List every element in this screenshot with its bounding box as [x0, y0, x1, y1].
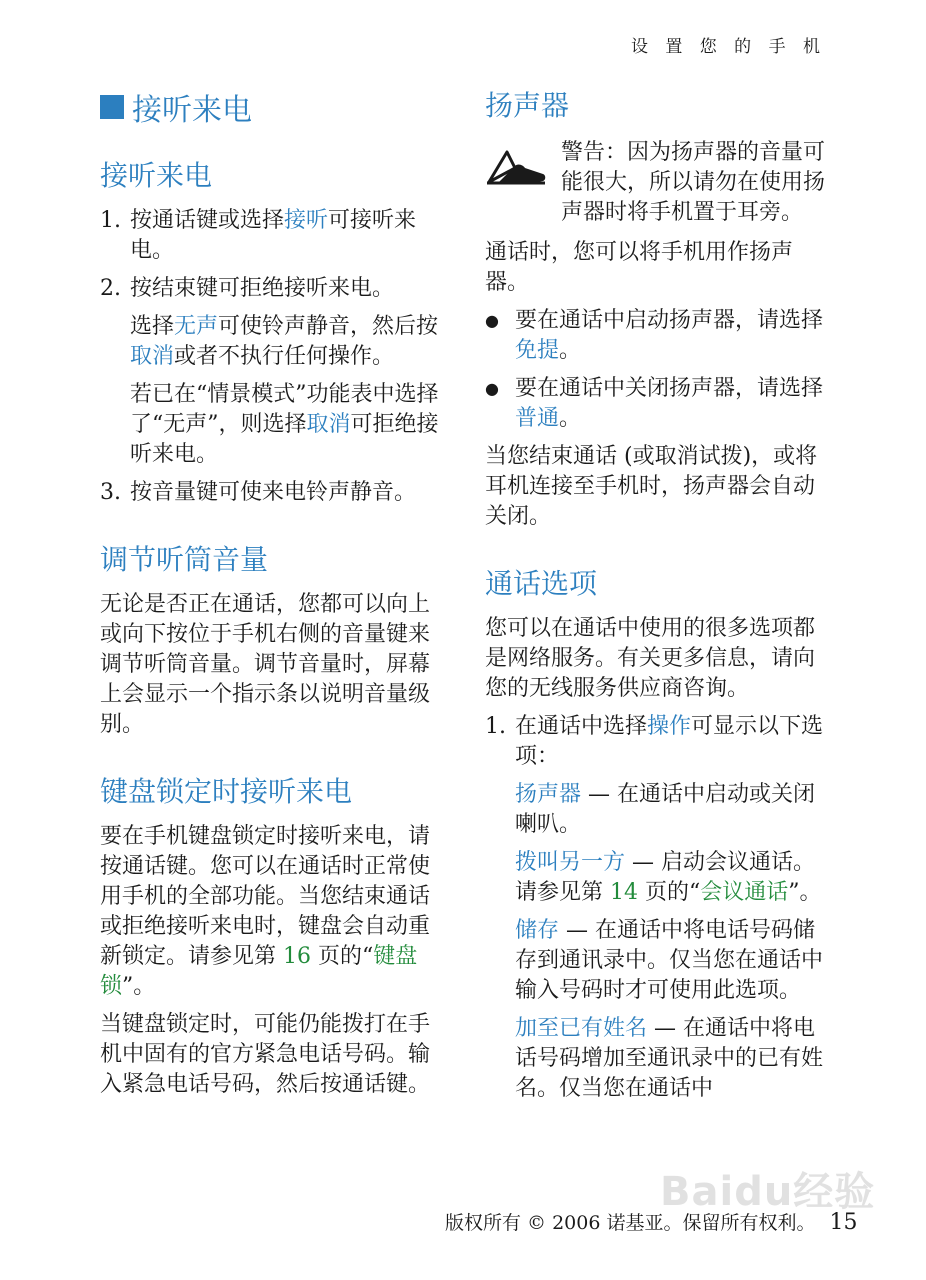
bullet-icon: ●: [485, 379, 499, 398]
section-title: 键盘锁定时接听来电: [100, 775, 353, 808]
softkey-cancel: 取消: [130, 344, 175, 369]
section-title: 接听来电: [100, 159, 213, 192]
paragraph: 当键盘锁定时，可能仍能拨打在手机中固有的官方紧急电话号码。输入紧急电话号码，然后按通话键。: [100, 1012, 431, 1097]
chapter-title-text: 接听来电: [132, 93, 252, 128]
right-column: [485, 88, 830, 1112]
list-item: 3. 按音量键可使来电铃声静音。: [100, 480, 417, 505]
section-title: 通话选项: [485, 567, 598, 600]
page-reference[interactable]: 14: [610, 880, 638, 905]
softkey-loudspeaker: 免提: [515, 338, 560, 363]
running-head: 设 置 您 的 手 机: [630, 37, 826, 57]
softkey-options: 操作: [647, 714, 692, 739]
chapter-title: [100, 88, 445, 126]
softkey-answer: 接听: [284, 208, 329, 233]
footer: [445, 1210, 858, 1236]
option-item: 拨叫另一方 — 启动会议通话。请参见第 14 页的“会议通话”。: [515, 850, 822, 905]
list-item: 1. 在通话中选择操作可显示以下选项：: [485, 714, 824, 769]
baidu-watermark: Baidu经验: [660, 1169, 876, 1215]
softkey-cancel: 取消: [306, 412, 351, 437]
paragraph: 无论是否正在通话，您都可以向上或向下按位于手机右侧的音量键来调节听筒音量。调节音量时，屏幕上会显示一个指示条以说明音量级别。: [100, 592, 431, 737]
softkey-normal: 普通: [515, 406, 560, 431]
bullet-item: ● 要在通话中启动扬声器，请选择免提。: [485, 306, 830, 366]
cross-reference-link[interactable]: 会议通话: [700, 880, 789, 905]
bullet-item: ● 要在通话中关闭扬声器，请选择普通。: [485, 374, 830, 434]
bullet-icon: ●: [485, 311, 499, 330]
copyright: 版权所有 © 2006 诺基亚。保留所有权利。: [445, 1212, 816, 1234]
warning-box: 警告：因为扬声器的音量可能很大，所以请勿在使用扬声器时将手机置于耳旁。: [485, 138, 830, 228]
square-bullet-icon: [100, 95, 124, 119]
option-name: 加至已有姓名: [515, 1016, 648, 1041]
section-title: 调节听筒音量: [100, 543, 269, 576]
list-paragraph: 选择无声可使铃声静音，然后按取消或者不执行任何操作。: [130, 314, 439, 369]
paragraph: 要在手机键盘锁定时接听来电，请按通话键。您可以在通话时正常使用手机的全部功能。当您结束通话或拒绝接听来电时，键盘会自动重新锁定。请参见第 16 页的“键盘锁”。: [100, 824, 431, 999]
paragraph: 您可以在通话中使用的很多选项都是网络服务。有关更多信息，请向您的无线服务供应商咨询。: [485, 616, 816, 701]
section-title: 扬声器: [485, 89, 570, 122]
warning-label: 警告：: [561, 140, 628, 165]
left-column: [100, 88, 445, 1108]
option-name: 扬声器: [515, 782, 582, 807]
option-name: 储存: [515, 918, 560, 943]
option-name: 拨叫另一方: [515, 850, 626, 875]
option-item: 储存 — 在通话中将电话号码储存到通讯录中。仅当您在通话中输入号码时才可使用此选项。: [515, 918, 824, 1003]
paragraph: 通话时，您可以将手机用作扬声器。: [485, 240, 794, 295]
page-number: 15: [829, 1210, 858, 1235]
list-paragraph: 若已在“情景模式”功能表中选择了“无声”，则选择取消可拒绝接听来电。: [130, 382, 439, 467]
cross-reference-link[interactable]: 键盘锁: [100, 944, 418, 999]
page-reference[interactable]: 16: [283, 944, 311, 969]
option-item: 扬声器 — 在通话中启动或关闭喇叭。: [515, 782, 816, 837]
paragraph: 当您结束通话 (或取消试拨)，或将耳机连接至手机时，扬声器会自动关闭。: [485, 444, 818, 529]
list-item: 2. 按结束键可拒绝接听来电。: [100, 276, 395, 301]
warning-hand-icon: [485, 138, 561, 228]
option-item: 加至已有姓名 — 在通话中将电话号码增加至通讯录中的已有姓名。仅当您在通话中: [515, 1016, 824, 1101]
list-item: 1. 按通话键或选择接听可接听来电。: [100, 208, 417, 263]
softkey-silence: 无声: [174, 314, 219, 339]
